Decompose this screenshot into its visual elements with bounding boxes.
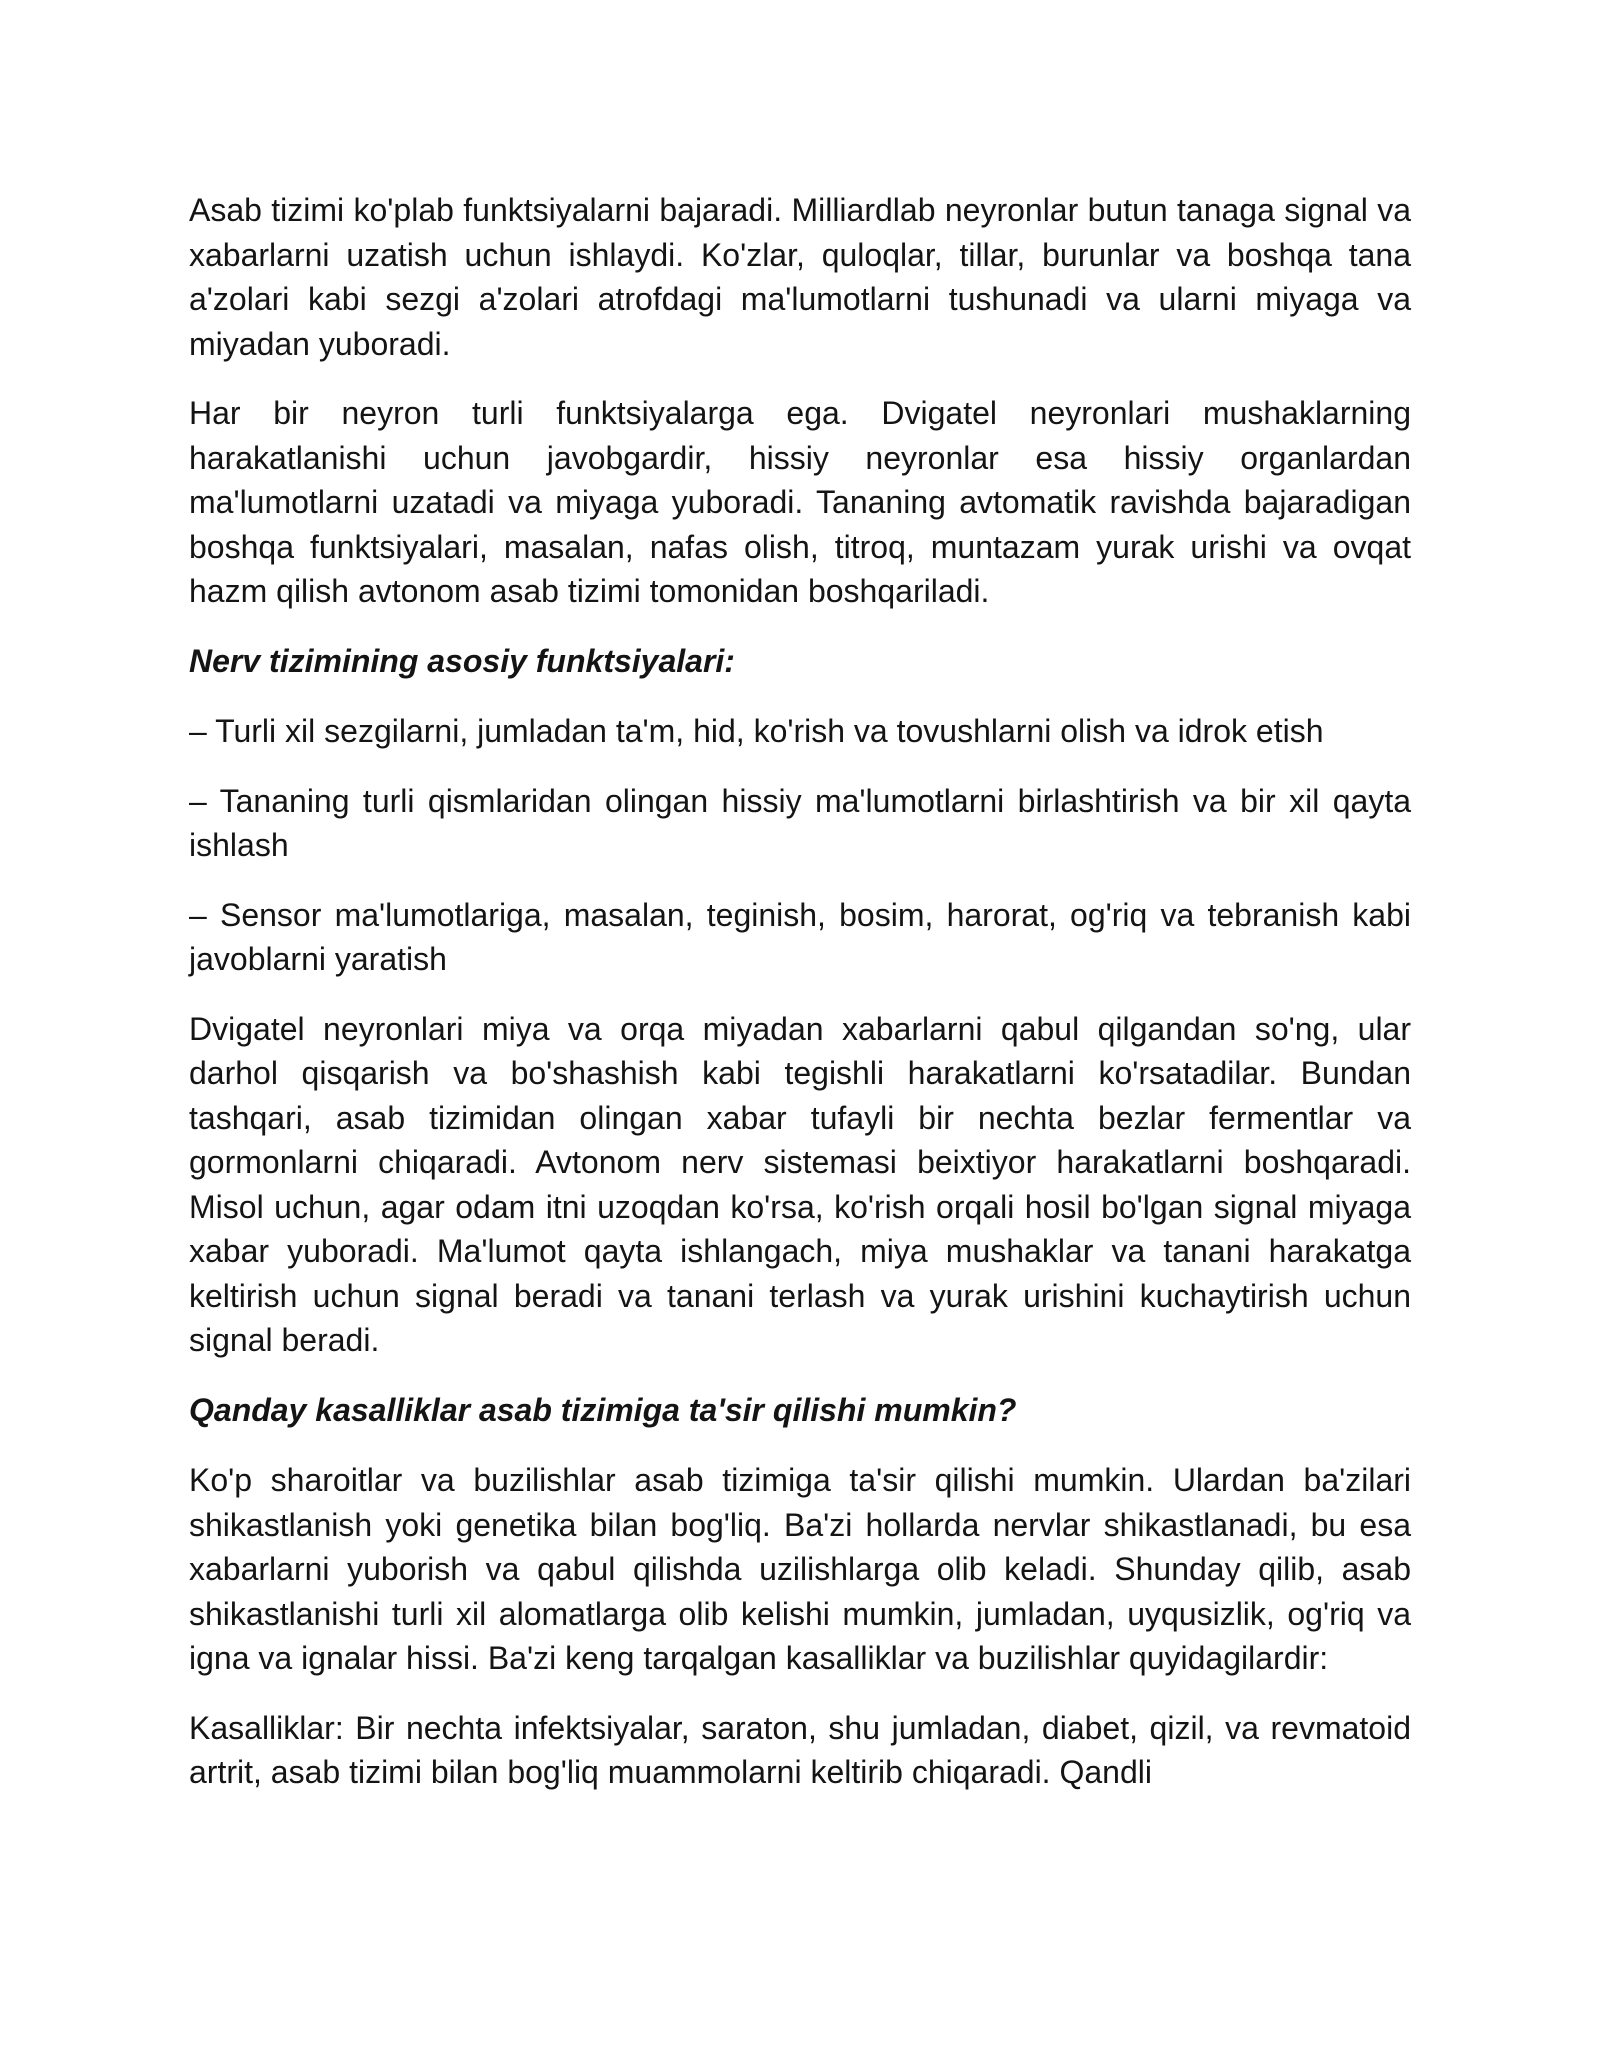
paragraph-conditions: Ko'p sharoitlar va buzilishlar asab tizimiga ta'sir qilishi mumkin. Ulardan ba'zilari shikastlanish yoki genetika bilan bog'liq. Ba'zi hollarda nervlar shikastlanadi, bu esa xabarlarni yuborish va qabul qilishda uzilishlarga olib keladi. Shunday qilib, asab shikastlanishi turli xil alomatlarga olib kelishi mumkin, jumladan, uyqusizlik, og'riq va igna va ignalar hissi. Ba'zi keng tarqalgan kasalliklar va buzilishlar quyidagilardir: [189,1462,1411,1676]
list-item-responses: – Sensor ma'lumotlariga, masalan, teginish, bosim, harorat, og'riq va tebranish kabi javoblarni yaratish [189,896,1411,977]
list-item-sensing: – Turli xil sezgilarni, jumladan ta'm, hid, ko'rish va tovushlarni olish va idrok etish [189,713,1324,749]
paragraph-motor-neurons: Dvigatel neyronlari miya va orqa miyadan xabarlarni qabul qilgandan so'ng, ular darhol qisqarish va bo'shashish kabi tegishli harakatlarni ko'rsatadilar. Bundan tashqari, asab tizimidan olingan xabar tufayli bir nechta bezlar fermentlar va gormonlarni chiqaradi. Avtonom nerv sistemasi beixtiyor harakatlarni boshqaradi. Misol uchun, agar odam itni uzoqdan ko'rsa, ko'rish orqali hosil bo'lgan signal miyaga xabar yuboradi. Ma'lumot qayta ishlangach, miya mushaklar va tanani harakatga keltirish uchun signal beradi va tanani terlash va yurak urishini kuchaytirish uchun signal beradi. [189,1010,1411,1358]
list-item-integration: – Tananing turli qismlaridan olingan hissiy ma'lumotlarni birlashtirish va bir xil qayta ishlash [189,782,1411,863]
document-body [189,188,1411,1795]
paragraph-diseases: Kasalliklar: Bir nechta infektsiyalar, saraton, shu jumladan, diabet, qizil, va revmatoid artrit, asab tizimi bilan bog'liq muammolarni keltirib chiqaradi. Qandli [189,1709,1411,1790]
paragraph-neuron-functions: Har bir neyron turli funktsiyalarga ega. Dvigatel neyronlari mushaklarning harakatlanishi uchun javobgardir, hissiy neyronlar esa hissiy organlardan ma'lumotlarni uzatadi va miyaga yuboradi. Tananing avtomatik ravishda bajaradigan boshqa funktsiyalari, masalan, nafas olish, titroq, muntazam yurak urishi va ovqat hazm qilish avtonom asab tizimi tomonidan boshqariladi. [189,395,1411,609]
heading-diseases: Qanday kasalliklar asab tizimiga ta'sir qilishi mumkin? [189,1391,1017,1428]
heading-main-functions: Nerv tizimining asosiy funktsiyalari: [189,642,735,679]
paragraph-nervous-system-functions: Asab tizimi ko'plab funktsiyalarni bajaradi. Milliardlab neyronlar butun tanaga signal va xabarlarni uzatish uchun ishlaydi. Ko'zlar, quloqlar, tillar, burunlar va boshqa tana a'zolari kabi sezgi a'zolari atrofdagi ma'lumotlarni tushunadi va ularni miyaga va miyadan yuboradi. [189,192,1411,362]
